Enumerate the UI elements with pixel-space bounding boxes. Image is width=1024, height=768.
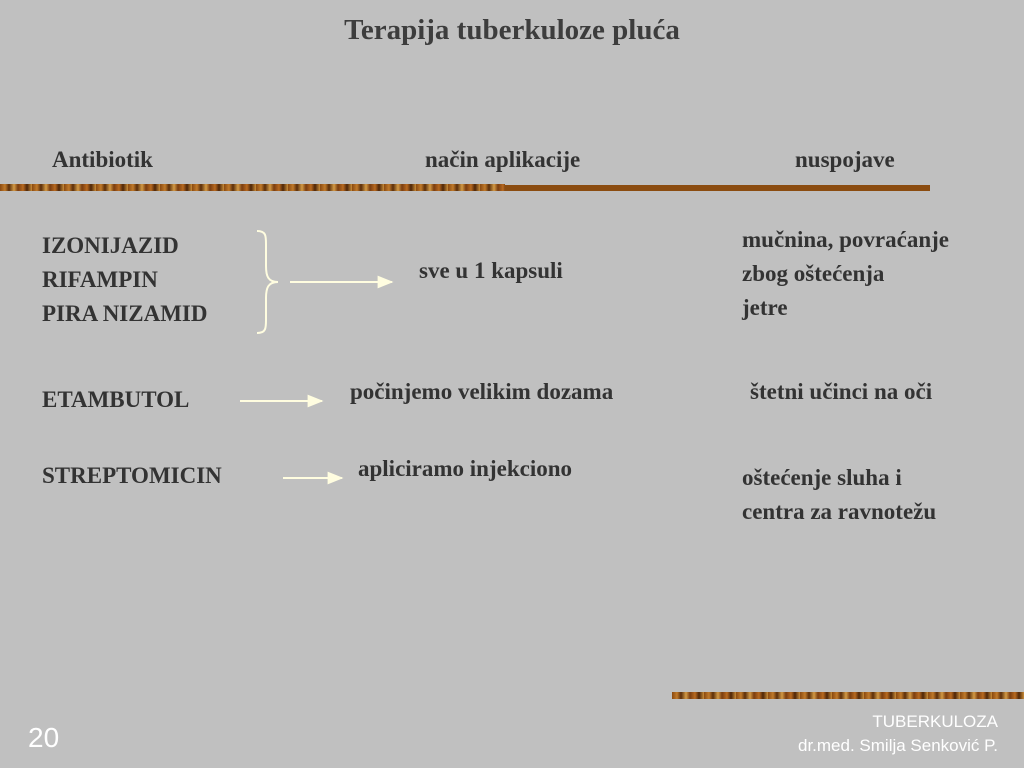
side-effects-3 (742, 461, 936, 529)
drug-name: PIRA NIZAMID (42, 301, 208, 326)
drug-name: STREPTOMICIN (42, 463, 222, 488)
drug-name: ETAMBUTOL (42, 387, 190, 412)
side-effect-line: zbog oštećenja (742, 261, 885, 286)
method-3: apliciramo injekciono (358, 456, 573, 481)
side-effect-line: mučnina, povraćanje (742, 227, 949, 252)
drug-name: IZONIJAZID (42, 233, 179, 258)
side-effect-line: centra za ravnotežu (742, 499, 937, 524)
slide-title: Terapija tuberkuloze pluća (344, 14, 680, 46)
curly-brace-icon (257, 231, 278, 333)
drug-group-3 (42, 459, 222, 493)
footer-text (798, 710, 998, 758)
side-effects-1 (742, 223, 949, 325)
side-effect-line: oštećenje sluha i (742, 465, 902, 490)
header-antibiotik: Antibiotik (52, 147, 153, 172)
side-effect-line: štetni učinci na oči (750, 379, 933, 404)
header-nacin-aplikacije: način aplikacije (425, 147, 581, 172)
method-1: sve u 1 kapsuli (419, 258, 563, 283)
side-effects-2 (750, 375, 932, 409)
header-divider-solid (505, 185, 930, 191)
side-effect-line: jetre (742, 295, 788, 320)
drug-group-2 (42, 383, 189, 417)
drug-group-1 (42, 229, 207, 331)
header-nuspojave: nuspojave (795, 147, 895, 172)
drug-name: RIFAMPIN (42, 267, 158, 292)
header-divider-textured (0, 184, 505, 191)
footer-line-2: dr.med. Smilja Senković P. (798, 736, 998, 755)
footer-line-1: TUBERKULOZA (872, 712, 998, 731)
method-2: počinjemo velikim dozama (350, 379, 614, 404)
footer-divider-textured (672, 692, 1024, 699)
slide-number: 20 (28, 722, 60, 753)
